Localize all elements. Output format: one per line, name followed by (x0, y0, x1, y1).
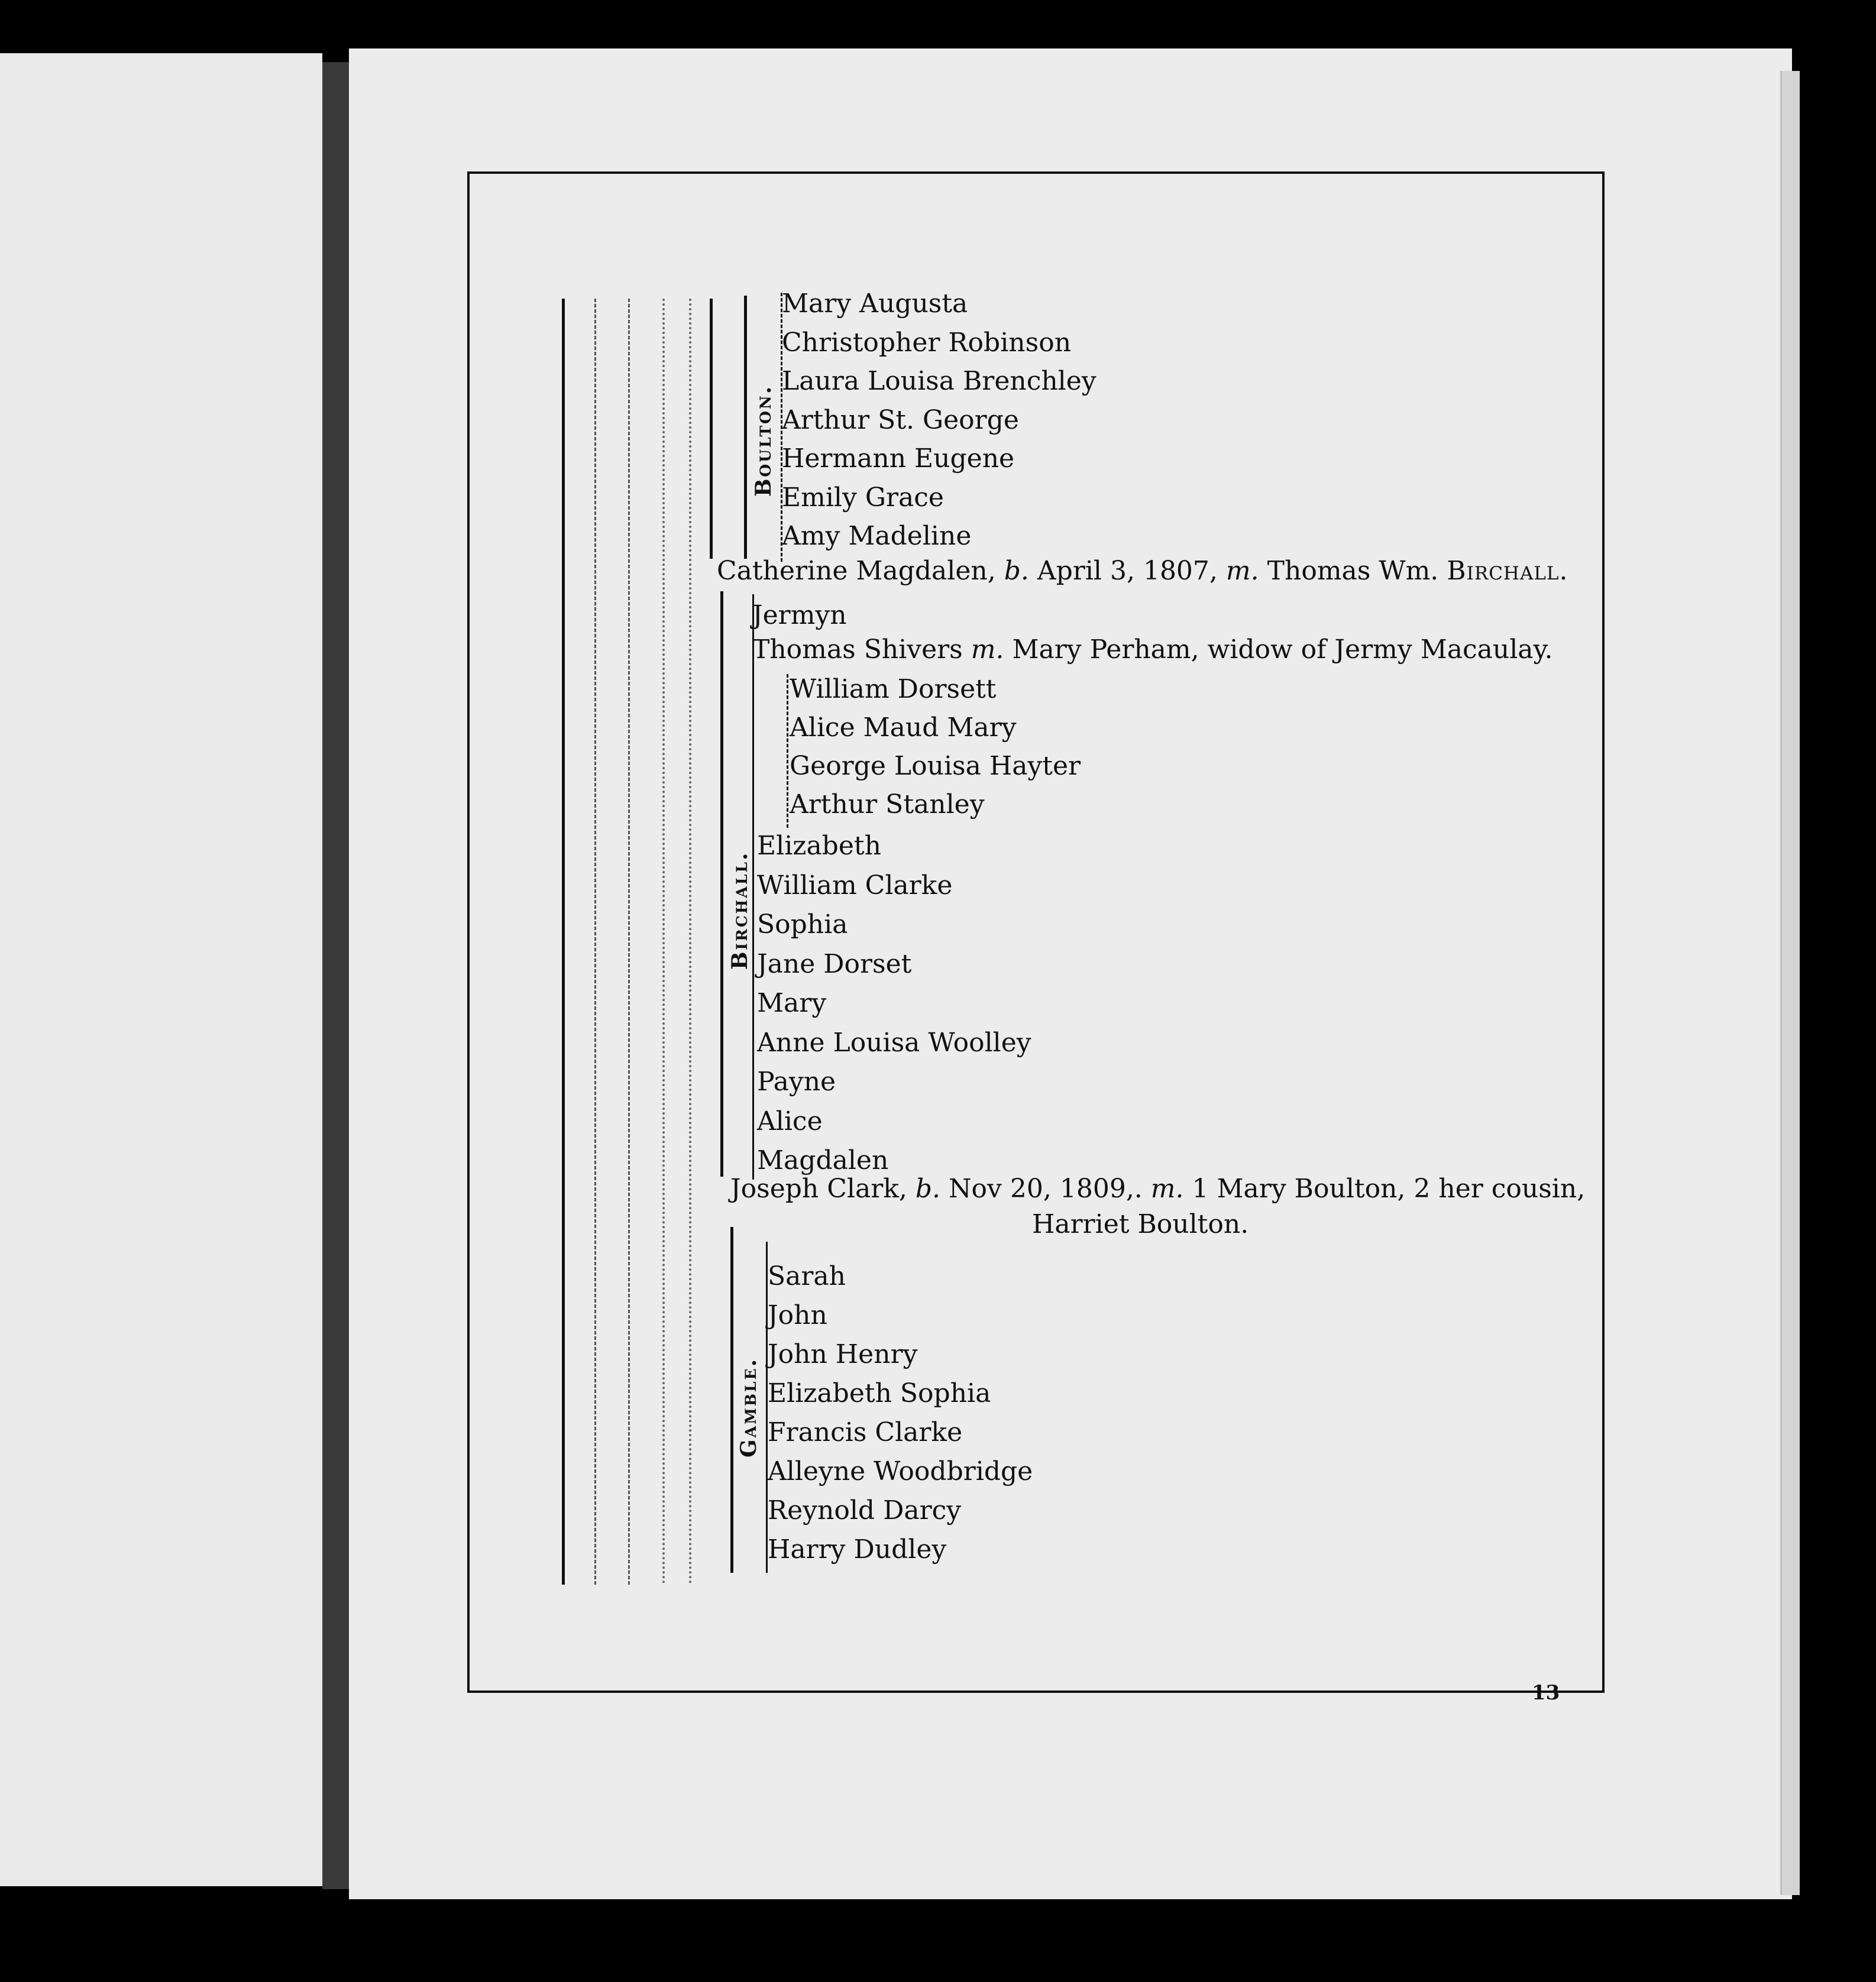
birchall-children-brace (752, 594, 754, 1180)
birchall-child: Mary (757, 988, 827, 1018)
birchall-child: William Clarke (757, 870, 953, 901)
thomas-children-brace (787, 674, 788, 828)
birchall-child: Alice (757, 1106, 823, 1136)
thomas-child: George Louisa Hayter (790, 751, 1081, 781)
gamble-child: Harry Dudley (768, 1534, 947, 1565)
gamble-group-label: Gamble. (736, 1357, 761, 1458)
joseph-spouse-line-2: Harriet Boulton. (1032, 1209, 1249, 1239)
birchall-child: Payne (757, 1067, 836, 1097)
ancestor-line-5 (689, 299, 691, 1585)
married-abbrev: m. (1225, 556, 1259, 586)
thomas-child: Alice Maud Mary (790, 713, 1017, 743)
boulton-child: Mary Augusta (782, 289, 968, 319)
gamble-child: John Henry (768, 1339, 918, 1369)
thomas-name: Thomas Shivers (752, 634, 963, 665)
catherine-spouse: Thomas Wm. (1267, 556, 1439, 586)
boulton-child: Christopher Robinson (782, 327, 1072, 358)
birchall-child: Elizabeth (757, 831, 881, 861)
boulton-line (744, 296, 747, 559)
birchall-child: Magdalen (757, 1145, 889, 1175)
book-spine (322, 62, 352, 1889)
ancestor-line-1 (562, 299, 565, 1585)
ancestor-line-3 (628, 299, 630, 1585)
joseph-born-abbrev: b. (915, 1174, 941, 1204)
birchall-jermyn: Jermyn (752, 600, 847, 630)
joseph-birth-date: Nov 20, 1809,. (949, 1174, 1143, 1204)
gamble-child: Alleyne Woodbridge (768, 1456, 1033, 1486)
gamble-child: Elizabeth Sophia (768, 1378, 991, 1408)
ancestor-line-4 (662, 299, 665, 1585)
boulton-child: Amy Madeline (782, 521, 972, 551)
boulton-child: Arthur St. George (782, 404, 1019, 435)
birchall-line (720, 591, 723, 1177)
gamble-child: Reynold Darcy (768, 1495, 962, 1526)
thomas-child: William Dorsett (790, 674, 997, 704)
boulton-child: Laura Louisa Brenchley (782, 366, 1097, 396)
boulton-child: Emily Grace (782, 482, 944, 513)
gamble-child: John (768, 1300, 827, 1330)
gamble-child: Sarah (768, 1261, 846, 1291)
birchall-child: Sophia (757, 909, 848, 940)
page-frame (467, 171, 1605, 1693)
thomas-married-abbrev: m. (971, 634, 1004, 665)
catherine-entry (717, 556, 1568, 586)
joseph-spouses: 1 Mary Boulton, 2 her cousin, (1192, 1174, 1586, 1204)
page-edge (1780, 71, 1800, 1895)
catherine-name: Catherine Magdalen, (717, 556, 996, 586)
born-abbrev: b. (1004, 556, 1029, 586)
joseph-name: Joseph Clark, (730, 1174, 907, 1204)
birchall-child: Anne Louisa Woolley (757, 1027, 1031, 1058)
thomas-child: Arthur Stanley (790, 789, 985, 820)
generation-line-top (710, 299, 713, 559)
boulton-group-label: Boulton. (751, 384, 776, 497)
joseph-married-abbrev: m. (1150, 1174, 1184, 1204)
joseph-entry (730, 1174, 1585, 1204)
ancestor-line-2 (594, 299, 596, 1585)
page-number: 13 (1532, 1681, 1560, 1705)
thomas-spouse: Mary Perham, widow of Jermy Macaulay. (1012, 634, 1553, 665)
gamble-line (730, 1227, 733, 1573)
left-page (0, 53, 322, 1886)
birchall-child: Jane Dorset (757, 948, 912, 979)
boulton-child: Hermann Eugene (782, 443, 1015, 474)
birchall-group-label: Birchall. (727, 851, 752, 970)
catherine-birth-date: April 3, 1807, (1037, 556, 1218, 586)
thomas-entry (752, 634, 1553, 665)
gamble-child: Francis Clarke (768, 1417, 963, 1447)
catherine-spouse-surname: Birchall. (1447, 556, 1568, 586)
